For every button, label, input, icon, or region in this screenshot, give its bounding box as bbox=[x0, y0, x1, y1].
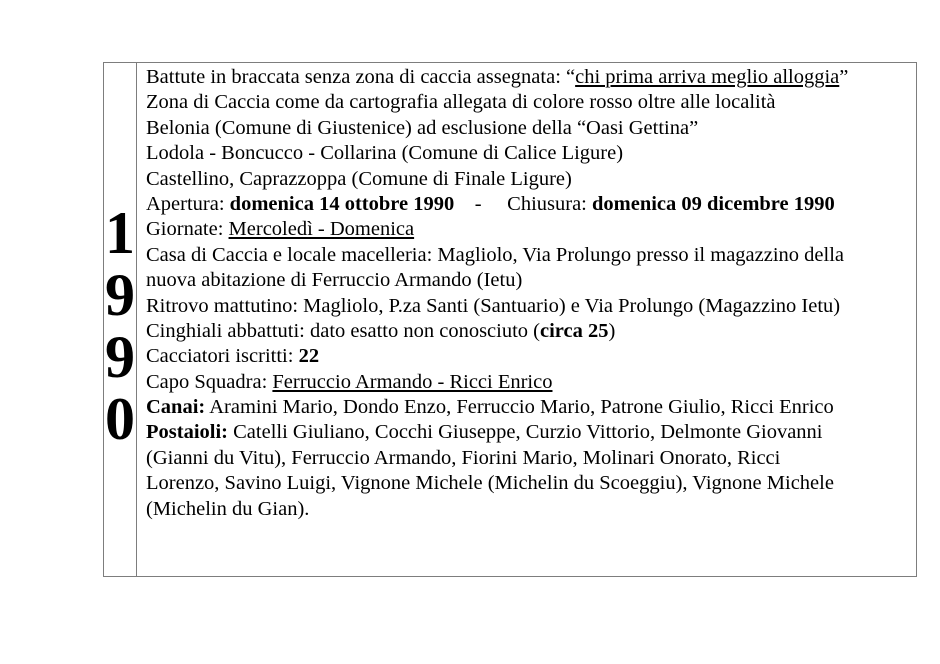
text-segment: (Gianni du Vitu), Ferruccio Armando, Fiorini Mario, Molinari Onorato, Ricci bbox=[146, 446, 781, 469]
text-segment: Giornate: bbox=[146, 218, 229, 241]
text-line bbox=[146, 471, 914, 496]
text-segment: Postaioli: bbox=[146, 421, 228, 444]
text-segment: Lorenzo, Savino Luigi, Vignone Michele (Michelin du Scoeggiu), Vignone Michele bbox=[146, 472, 834, 495]
text-segment: Apertura: bbox=[146, 192, 230, 215]
text-line bbox=[146, 268, 914, 293]
text-segment: Cacciatori iscritti: bbox=[146, 345, 299, 368]
text-line bbox=[146, 116, 914, 141]
text-segment: Cinghiali abbattuti: dato esatto non conosciuto ( bbox=[146, 319, 540, 342]
text-segment: (Michelin du Gian). bbox=[146, 497, 310, 520]
entry-text-cell bbox=[137, 63, 916, 576]
text-line bbox=[146, 167, 914, 192]
text-segment: Ferruccio Armando - Ricci Enrico bbox=[272, 370, 553, 393]
text-segment: nuova abitazione di Ferruccio Armando (Ietu) bbox=[146, 269, 523, 292]
text-segment: Lodola - Boncucco - Collarina (Comune di Calice Ligure) bbox=[146, 142, 624, 165]
text-line bbox=[146, 420, 914, 445]
text-segment: ” bbox=[839, 66, 849, 88]
text-line bbox=[146, 344, 914, 369]
text-segment: Mercoledì - Domenica bbox=[228, 218, 415, 241]
text-line bbox=[146, 294, 914, 319]
year-digit: 9 bbox=[105, 324, 135, 390]
text-line bbox=[146, 446, 914, 471]
text-line bbox=[146, 90, 914, 115]
text-line bbox=[146, 65, 914, 90]
text-line bbox=[146, 243, 914, 268]
text-segment: Zona di Caccia come da cartografia allegata di colore rosso oltre alle località bbox=[146, 91, 776, 114]
text-segment: Ritrovo mattutino: Magliolo, P.za Santi (Santuario) e Via Prolungo (Magazzino Ietu) bbox=[146, 294, 841, 317]
text-segment: Belonia (Comune di Giustenice) ad esclusione della “Oasi Gettina” bbox=[146, 116, 699, 139]
text-line bbox=[146, 192, 914, 217]
text-segment: Castellino, Caprazzoppa (Comune di Finale Ligure) bbox=[146, 167, 572, 190]
text-segment: Battute in braccata senza zona di caccia assegnata: “ bbox=[146, 66, 576, 88]
text-line bbox=[146, 497, 914, 522]
text-line bbox=[146, 395, 914, 420]
text-line bbox=[146, 370, 914, 395]
year-label bbox=[104, 202, 136, 450]
text-segment: - Chiusura: bbox=[454, 192, 592, 215]
text-segment: Aramini Mario, Dondo Enzo, Ferruccio Mario, Patrone Giulio, Ricci Enrico bbox=[205, 396, 834, 419]
text-segment: Catelli Giuliano, Cocchi Giuseppe, Curzio Vittorio, Delmonte Giovanni bbox=[228, 421, 823, 444]
text-line bbox=[146, 319, 914, 344]
text-segment: circa 25 bbox=[539, 319, 609, 342]
text-segment: Canai: bbox=[146, 396, 206, 419]
year-record-table bbox=[103, 62, 917, 577]
year-digit: 1 bbox=[105, 200, 135, 266]
year-digit: 9 bbox=[105, 262, 135, 328]
text-segment: domenica 09 dicembre 1990 bbox=[592, 192, 835, 215]
text-segment: chi prima arriva meglio alloggia bbox=[575, 66, 840, 88]
year-column-cell bbox=[104, 63, 137, 576]
text-line bbox=[146, 141, 914, 166]
year-digit: 0 bbox=[105, 386, 135, 452]
text-segment: 22 bbox=[298, 345, 320, 368]
text-segment: ) bbox=[608, 319, 616, 342]
text-segment: Capo Squadra: bbox=[146, 370, 273, 393]
text-segment: Casa di Caccia e locale macelleria: Magliolo, Via Prolungo presso il magazzino della bbox=[146, 243, 845, 266]
text-segment: domenica 14 ottobre 1990 bbox=[229, 192, 455, 215]
text-line bbox=[146, 217, 914, 242]
